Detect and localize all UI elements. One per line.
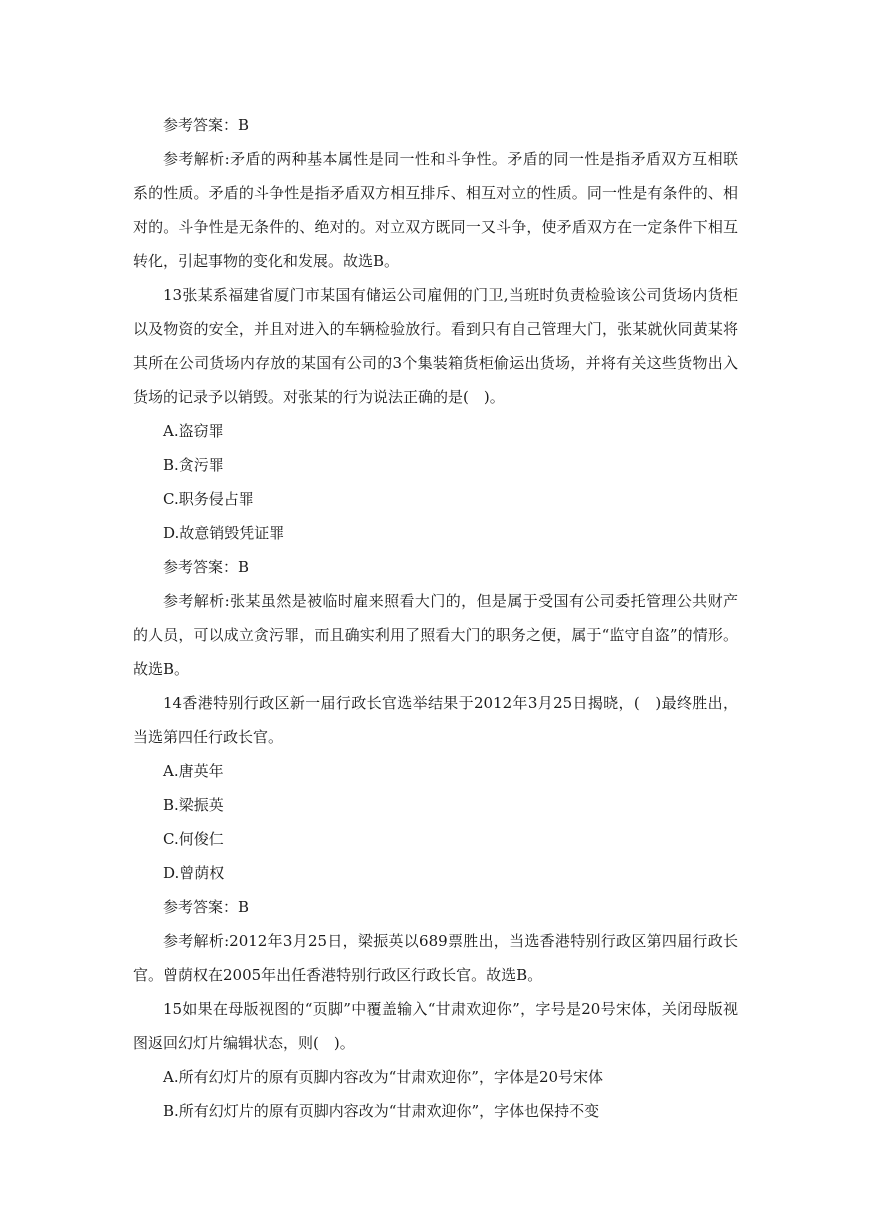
option-d: D.故意销毁凭证罪	[163, 524, 285, 542]
option-c: C.职务侵占罪	[163, 490, 254, 508]
explanation-paragraph: 参考解析:张某虽然是被临时雇来照看大门的，但是属于受国有公司委托管理公共财产的人员，可以成立贪污罪，而且确实利用了照看大门的职务之便，属于“监守自盗”的情形。故选B。	[133, 592, 738, 678]
option-a: A.所有幻灯片的原有页脚内容改为“甘肃欢迎你”，字体是20号宋体	[163, 1068, 604, 1086]
answer-label: 参考答案：B	[163, 116, 250, 134]
option-a: A.盗窃罪	[163, 422, 224, 440]
option-c: C.何俊仁	[163, 830, 224, 848]
option-b: B.梁振英	[163, 796, 224, 814]
option-b: B.所有幻灯片的原有页脚内容改为“甘肃欢迎你”，字体也保持不变	[163, 1102, 600, 1120]
option-b: B.贪污罪	[163, 456, 224, 474]
explanation-paragraph: 参考解析:矛盾的两种基本属性是同一性和斗争性。矛盾的同一性是指矛盾双方互相联系的性质。矛盾的斗争性是指矛盾双方相互排斥、相互对立的性质。同一性是有条件的、相对的。斗争性是无条件的、绝对的。对立双方既同一又斗争，使矛盾双方在一定条件下相互转化，引起事物的变化和发展。故选B。	[133, 150, 738, 270]
question-13-text: 13张某系福建省厦门市某国有储运公司雇佣的门卫,当班时负责检验该公司货场内货柜以及物资的安全，并且对进入的车辆检验放行。看到只有自己管理大门，张某就伙同黄某将其所在公司货场内存放的某国有公司的3个集装箱货柜偷运出货场，并将有关这些货物出入货场的记录予以销毁。对张某的行为说法正确的是( )。	[133, 286, 738, 406]
answer-label: 参考答案：B	[163, 558, 250, 576]
explanation-paragraph: 参考解析:2012年3月25日，梁振英以689票胜出，当选香港特别行政区第四届行政长官。曾荫权在2005年出任香港特别行政区行政长官。故选B。	[133, 932, 738, 984]
option-d: D.曾荫权	[163, 864, 225, 882]
document-body	[133, 108, 738, 1128]
answer-label: 参考答案：B	[163, 898, 250, 916]
option-a: A.唐英年	[163, 762, 224, 780]
question-14-text: 14香港特别行政区新一届行政长官选举结果于2012年3月25日揭晓，( )最终胜出，当选第四任行政长官。	[133, 694, 738, 746]
question-15-text: 15如果在母版视图的“页脚”中覆盖输入“甘肃欢迎你”，字号是20号宋体，关闭母版视图返回幻灯片编辑状态，则( )。	[133, 1000, 738, 1052]
